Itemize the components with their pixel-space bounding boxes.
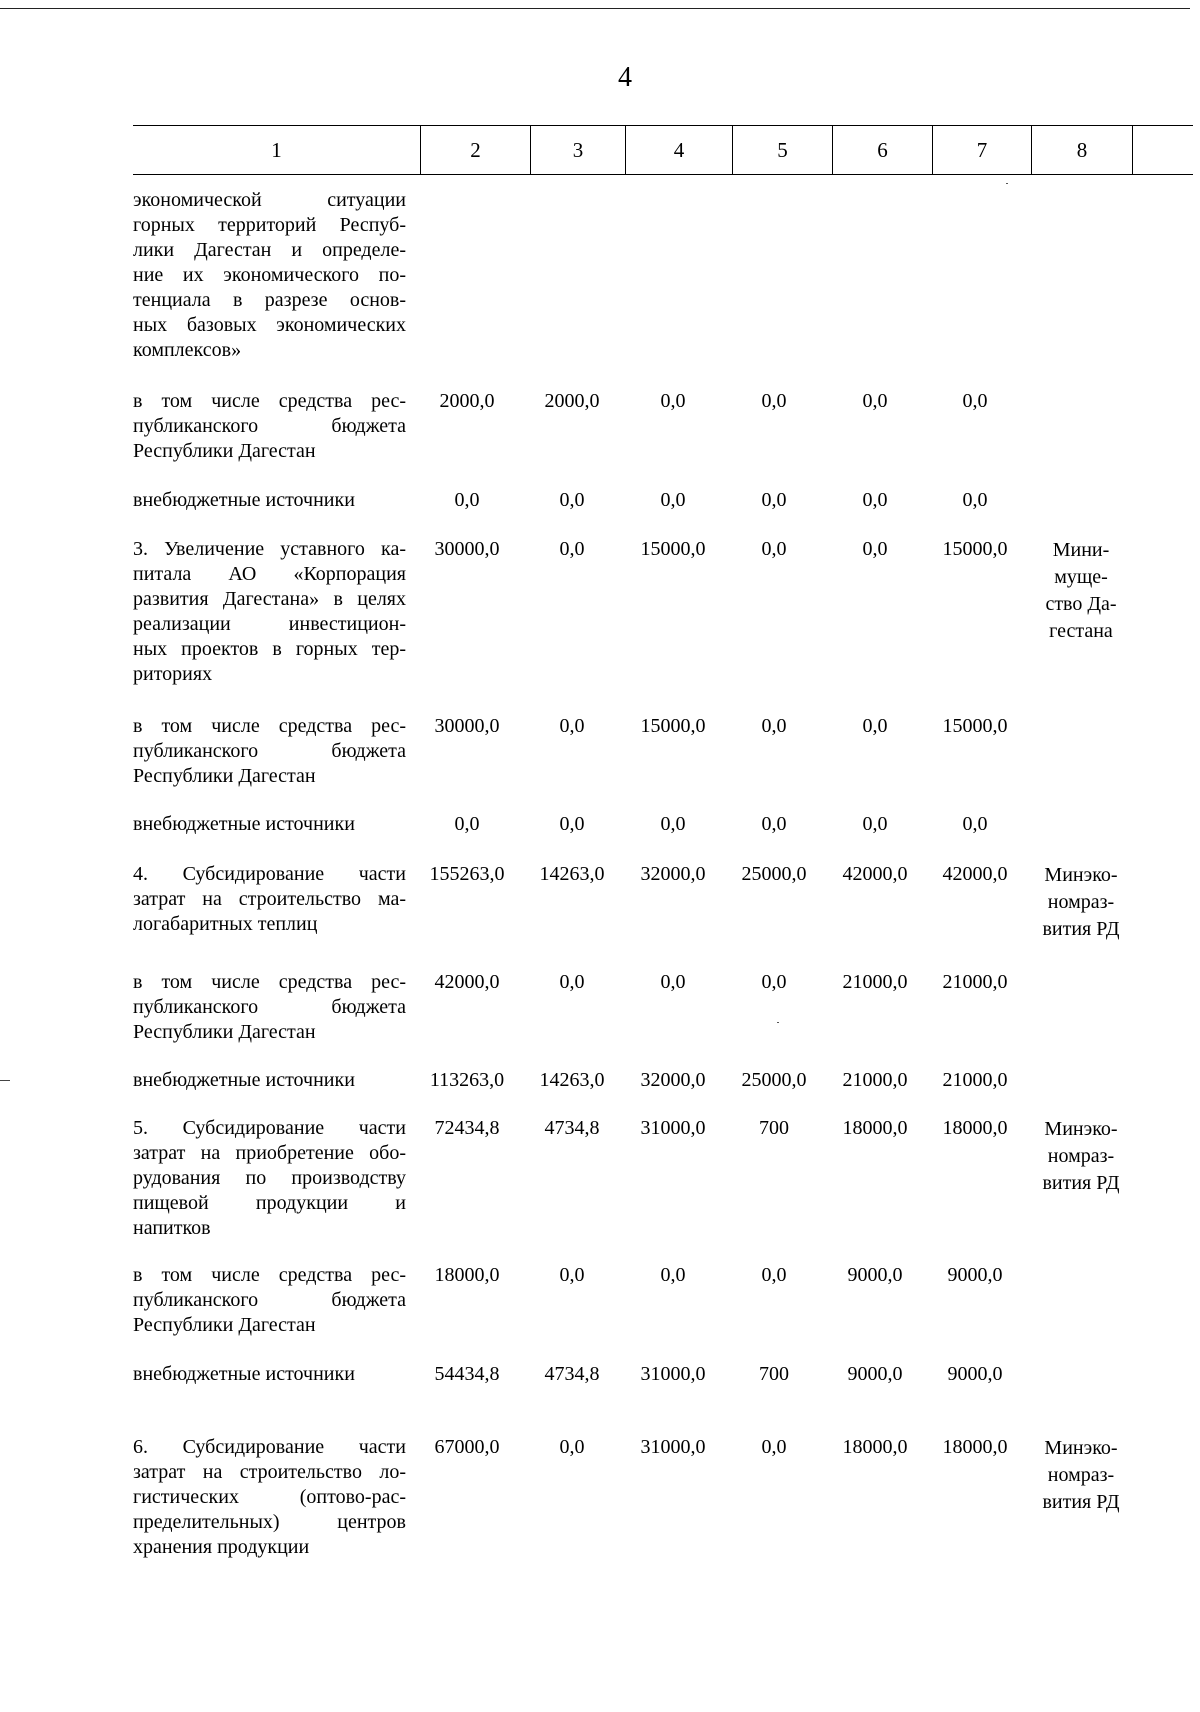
value-col-6: 9000,0 xyxy=(847,1264,903,1286)
value-col-7: 15000,0 xyxy=(942,538,1008,560)
value-col-7: 0,0 xyxy=(962,813,988,835)
value-col-7: 21000,0 xyxy=(942,1069,1008,1091)
description-line: гистических (оптово-рас- xyxy=(133,1486,406,1508)
executor-line: Минэко- xyxy=(1044,1118,1118,1140)
value-col-7: 21000,0 xyxy=(942,971,1008,993)
value-col-2: 54434,8 xyxy=(434,1363,500,1385)
executor-line: муще- xyxy=(1054,566,1108,588)
description-line: логабаритных теплиц xyxy=(133,913,318,935)
value-col-6: 0,0 xyxy=(862,538,888,560)
description-line: публиканского бюджета xyxy=(133,1289,406,1311)
value-col-2: 113263,0 xyxy=(429,1069,505,1091)
value-col-5: 0,0 xyxy=(761,538,787,560)
description-line: рудования по производству xyxy=(133,1167,406,1189)
value-col-7: 0,0 xyxy=(962,489,988,511)
row-description xyxy=(133,488,406,513)
description-line: 5. Субсидирование части xyxy=(133,1117,406,1139)
header-cell-trailing xyxy=(1132,126,1193,174)
executor-line: номраз- xyxy=(1047,1145,1115,1167)
description-line: в том числе средства рес- xyxy=(133,390,406,412)
row-description xyxy=(133,1362,406,1387)
value-col-2: 72434,8 xyxy=(434,1117,500,1139)
value-col-6: 42000,0 xyxy=(842,863,908,885)
value-col-3: 0,0 xyxy=(559,489,585,511)
executor-cell xyxy=(1027,537,1135,645)
header-cell-8: 8 xyxy=(1031,126,1132,174)
value-col-3: 14263,0 xyxy=(539,863,605,885)
value-col-4: 15000,0 xyxy=(640,538,706,560)
description-line: затрат на приобретение обо- xyxy=(133,1142,406,1164)
row-description xyxy=(133,970,406,1045)
value-col-5: 25000,0 xyxy=(741,1069,807,1091)
description-line: питала АО «Корпорация xyxy=(133,563,406,585)
description-line: тенциала в разрезе основ- xyxy=(133,289,406,311)
value-col-6: 0,0 xyxy=(862,813,888,835)
value-col-3: 0,0 xyxy=(559,1264,585,1286)
value-col-4: 32000,0 xyxy=(640,863,706,885)
value-col-6: 21000,0 xyxy=(842,971,908,993)
description-line: в том числе средства рес- xyxy=(133,971,406,993)
description-line: Республики Дагестан xyxy=(133,1314,316,1336)
value-col-3: 4734,8 xyxy=(544,1363,600,1385)
value-col-7: 0,0 xyxy=(962,390,988,412)
description-line: комплексов» xyxy=(133,339,242,361)
value-col-7: 9000,0 xyxy=(947,1363,1003,1385)
description-line: ние их экономического по- xyxy=(133,264,406,286)
description-line: внебюджетные источники xyxy=(133,489,355,511)
row-description xyxy=(133,1068,406,1093)
value-col-4: 31000,0 xyxy=(640,1436,706,1458)
description-line: хранения продукции xyxy=(133,1536,310,1558)
value-col-4: 31000,0 xyxy=(640,1363,706,1385)
executor-line: ство Да- xyxy=(1045,593,1117,615)
row-description xyxy=(133,1116,406,1241)
value-col-2: 0,0 xyxy=(454,813,480,835)
row-description xyxy=(133,862,406,937)
description-line: экономической ситуации xyxy=(133,189,406,211)
scan-speck xyxy=(1006,183,1008,184)
executor-cell xyxy=(1027,862,1135,943)
value-col-6: 0,0 xyxy=(862,715,888,737)
value-col-6: 18000,0 xyxy=(842,1117,908,1139)
value-col-6: 21000,0 xyxy=(842,1069,908,1091)
value-col-5: 700 xyxy=(759,1363,789,1385)
value-col-3: 0,0 xyxy=(559,538,585,560)
row-description xyxy=(133,1263,406,1338)
value-col-6: 0,0 xyxy=(862,489,888,511)
header-cell-1: 1 xyxy=(271,138,282,162)
description-line: публиканского бюджета xyxy=(133,996,406,1018)
value-col-4: 0,0 xyxy=(660,489,686,511)
row-description xyxy=(133,1435,406,1560)
executor-line: номраз- xyxy=(1047,891,1115,913)
value-col-3: 4734,8 xyxy=(544,1117,600,1139)
value-col-2: 30000,0 xyxy=(434,538,500,560)
row-description xyxy=(133,537,406,687)
value-col-4: 0,0 xyxy=(660,1264,686,1286)
executor-line: вития РД xyxy=(1042,1491,1120,1513)
description-line: внебюджетные источники xyxy=(133,1069,355,1091)
value-col-5: 0,0 xyxy=(761,390,787,412)
scan-margin-mark xyxy=(0,1080,10,1081)
value-col-5: 25000,0 xyxy=(741,863,807,885)
value-col-2: 155263,0 xyxy=(429,863,505,885)
description-line: 6. Субсидирование части xyxy=(133,1436,406,1458)
header-cell-3: 3 xyxy=(530,126,625,174)
executor-line: Минэко- xyxy=(1044,864,1118,886)
description-line: ных базовых экономических xyxy=(133,314,406,336)
value-col-4: 0,0 xyxy=(660,971,686,993)
value-col-5: 0,0 xyxy=(761,715,787,737)
value-col-6: 9000,0 xyxy=(847,1363,903,1385)
value-col-4: 31000,0 xyxy=(640,1117,706,1139)
description-line: публиканского бюджета xyxy=(133,415,406,437)
header-cell-4: 4 xyxy=(625,126,732,174)
value-col-7: 15000,0 xyxy=(942,715,1008,737)
description-line: 4. Субсидирование части xyxy=(133,863,406,885)
description-line: затрат на строительство ло- xyxy=(133,1461,406,1483)
value-col-2: 2000,0 xyxy=(439,390,495,412)
description-line: пределительных) центров xyxy=(133,1511,406,1533)
description-line: Республики Дагестан xyxy=(133,765,316,787)
description-line: внебюджетные источники xyxy=(133,813,355,835)
description-line: развития Дагестана» в целях xyxy=(133,588,406,610)
value-col-2: 30000,0 xyxy=(434,715,500,737)
description-line: в том числе средства рес- xyxy=(133,1264,406,1286)
value-col-3: 0,0 xyxy=(559,1436,585,1458)
description-line: лики Дагестан и определе- xyxy=(133,239,406,261)
row-description xyxy=(133,812,406,837)
executor-line: Мини- xyxy=(1052,539,1110,561)
executor-cell xyxy=(1027,1116,1135,1197)
executor-line: номраз- xyxy=(1047,1464,1115,1486)
description-line: затрат на строительство ма- xyxy=(133,888,406,910)
value-col-5: 0,0 xyxy=(761,1436,787,1458)
value-col-3: 0,0 xyxy=(559,971,585,993)
description-line: публиканского бюджета xyxy=(133,740,406,762)
value-col-6: 18000,0 xyxy=(842,1436,908,1458)
description-line: внебюджетные источники xyxy=(133,1363,355,1385)
description-line: Республики Дагестан xyxy=(133,1021,316,1043)
header-cell-2: 2 xyxy=(420,126,530,174)
executor-line: гестана xyxy=(1049,620,1113,642)
description-line: в том числе средства рес- xyxy=(133,715,406,737)
executor-line: Минэко- xyxy=(1044,1437,1118,1459)
value-col-7: 18000,0 xyxy=(942,1117,1008,1139)
value-col-6: 0,0 xyxy=(862,390,888,412)
value-col-4: 0,0 xyxy=(660,813,686,835)
value-col-7: 18000,0 xyxy=(942,1436,1008,1458)
value-col-3: 14263,0 xyxy=(539,1069,605,1091)
header-cell-6: 6 xyxy=(832,126,932,174)
row-description xyxy=(133,188,406,363)
row-description xyxy=(133,714,406,789)
value-col-4: 15000,0 xyxy=(640,715,706,737)
page-number: 4 xyxy=(618,62,632,93)
value-col-5: 0,0 xyxy=(761,813,787,835)
value-col-4: 32000,0 xyxy=(640,1069,706,1091)
description-line: 3. Увеличение уставного ка- xyxy=(133,538,406,560)
scan-speck xyxy=(777,1022,779,1023)
description-line: пищевой продукции и xyxy=(133,1192,406,1214)
value-col-5: 0,0 xyxy=(761,1264,787,1286)
description-line: горных территорий Респуб- xyxy=(133,214,406,236)
header-cell-5: 5 xyxy=(732,126,832,174)
value-col-2: 18000,0 xyxy=(434,1264,500,1286)
value-col-2: 67000,0 xyxy=(434,1436,500,1458)
value-col-2: 0,0 xyxy=(454,489,480,511)
table-header xyxy=(133,125,1193,175)
description-line: реализации инвестицион- xyxy=(133,613,406,635)
header-cell-7: 7 xyxy=(932,126,1031,174)
description-line: Республики Дагестан xyxy=(133,440,316,462)
value-col-3: 2000,0 xyxy=(544,390,600,412)
value-col-3: 0,0 xyxy=(559,715,585,737)
executor-line: вития РД xyxy=(1042,1172,1120,1194)
description-line: ных проектов в горных тер- xyxy=(133,638,406,660)
value-col-5: 700 xyxy=(759,1117,789,1139)
value-col-2: 42000,0 xyxy=(434,971,500,993)
value-col-4: 0,0 xyxy=(660,390,686,412)
value-col-5: 0,0 xyxy=(761,489,787,511)
scan-edge-line xyxy=(0,8,1190,9)
value-col-7: 42000,0 xyxy=(942,863,1008,885)
value-col-5: 0,0 xyxy=(761,971,787,993)
value-col-7: 9000,0 xyxy=(947,1264,1003,1286)
description-line: напитков xyxy=(133,1217,211,1239)
row-description xyxy=(133,389,406,464)
value-col-3: 0,0 xyxy=(559,813,585,835)
description-line: риториях xyxy=(133,663,213,685)
executor-cell xyxy=(1027,1435,1135,1516)
executor-line: вития РД xyxy=(1042,918,1120,940)
